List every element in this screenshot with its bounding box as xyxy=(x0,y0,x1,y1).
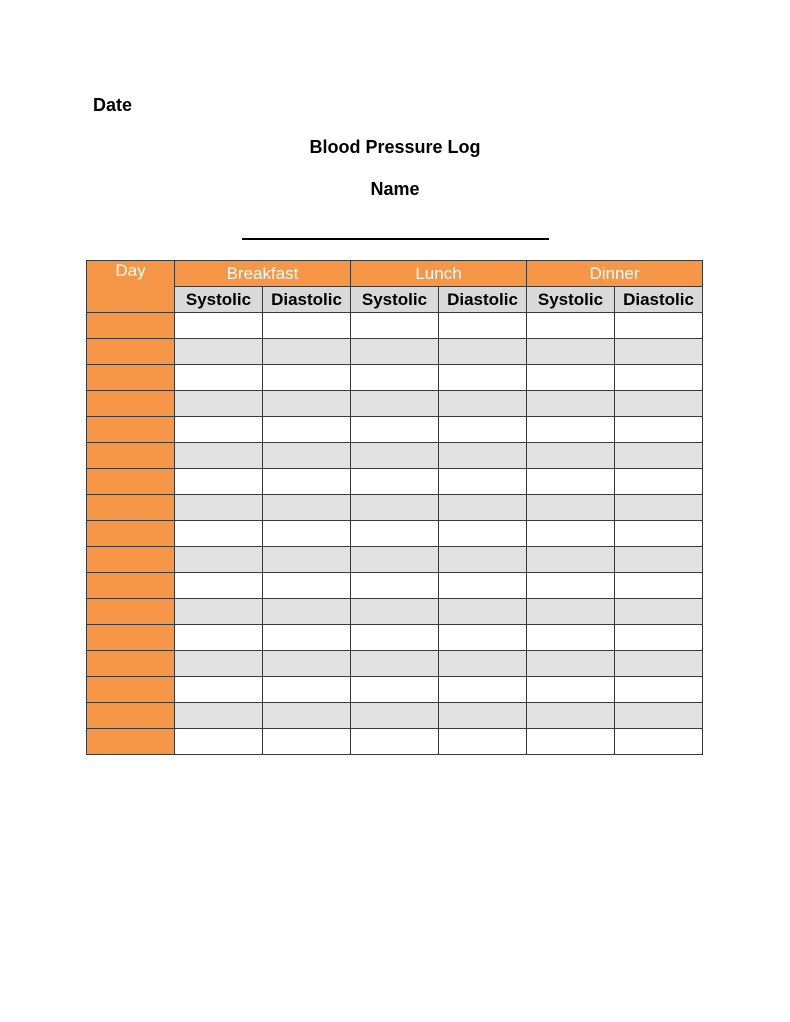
day-cell[interactable] xyxy=(87,365,175,391)
day-cell[interactable] xyxy=(87,391,175,417)
table-row xyxy=(87,677,703,703)
lunch-systolic-cell[interactable] xyxy=(351,495,439,521)
day-cell[interactable] xyxy=(87,625,175,651)
dinner-diastolic-cell[interactable] xyxy=(615,625,703,651)
lunch-systolic-cell[interactable] xyxy=(351,365,439,391)
table-row xyxy=(87,729,703,755)
dinner-diastolic-cell[interactable] xyxy=(615,729,703,755)
breakfast-diastolic-cell[interactable] xyxy=(263,521,351,547)
day-cell[interactable] xyxy=(87,573,175,599)
breakfast-systolic-cell[interactable] xyxy=(175,573,263,599)
table-row xyxy=(87,521,703,547)
dinner-diastolic-cell[interactable] xyxy=(615,417,703,443)
table-row xyxy=(87,573,703,599)
dinner-diastolic-cell[interactable] xyxy=(615,469,703,495)
dinner-diastolic-cell[interactable] xyxy=(615,573,703,599)
dinner-diastolic-cell[interactable] xyxy=(615,677,703,703)
table-row xyxy=(87,417,703,443)
day-cell[interactable] xyxy=(87,651,175,677)
meal-header-row xyxy=(87,261,703,287)
breakfast-systolic-cell[interactable] xyxy=(175,677,263,703)
breakfast-systolic-cell[interactable] xyxy=(175,703,263,729)
dinner-systolic-cell[interactable] xyxy=(527,443,615,469)
lunch-diastolic-cell[interactable] xyxy=(439,573,527,599)
breakfast-diastolic-cell[interactable] xyxy=(263,495,351,521)
day-cell[interactable] xyxy=(87,547,175,573)
blood-pressure-table xyxy=(86,260,703,755)
lunch-diastolic-cell[interactable] xyxy=(439,729,527,755)
table-row xyxy=(87,339,703,365)
reading-header-row xyxy=(87,287,703,313)
table-row xyxy=(87,547,703,573)
lunch-diastolic-cell[interactable] xyxy=(439,625,527,651)
lunch-systolic-cell[interactable] xyxy=(351,443,439,469)
breakfast-systolic-cell[interactable] xyxy=(175,599,263,625)
breakfast-header: Breakfast xyxy=(175,261,351,287)
table-row xyxy=(87,625,703,651)
date-label: Date xyxy=(93,95,133,115)
dinner-diastolic-header: Diastolic xyxy=(615,287,703,313)
lunch-systolic-header: Systolic xyxy=(351,287,439,313)
lunch-systolic-cell[interactable] xyxy=(351,573,439,599)
dinner-diastolic-cell[interactable] xyxy=(615,599,703,625)
dinner-diastolic-cell[interactable] xyxy=(615,521,703,547)
breakfast-diastolic-cell[interactable] xyxy=(263,599,351,625)
day-header: Day xyxy=(87,261,175,313)
day-cell[interactable] xyxy=(87,339,175,365)
breakfast-diastolic-cell[interactable] xyxy=(263,651,351,677)
lunch-systolic-cell[interactable] xyxy=(351,339,439,365)
lunch-systolic-cell[interactable] xyxy=(351,391,439,417)
dinner-systolic-cell[interactable] xyxy=(527,547,615,573)
breakfast-diastolic-cell[interactable] xyxy=(263,313,351,339)
lunch-diastolic-cell[interactable] xyxy=(439,469,527,495)
dinner-diastolic-cell[interactable] xyxy=(615,339,703,365)
dinner-systolic-cell[interactable] xyxy=(527,365,615,391)
day-cell[interactable] xyxy=(87,521,175,547)
dinner-systolic-cell[interactable] xyxy=(527,391,615,417)
table-row xyxy=(87,651,703,677)
breakfast-systolic-cell[interactable] xyxy=(175,339,263,365)
breakfast-diastolic-cell[interactable] xyxy=(263,625,351,651)
dinner-diastolic-cell[interactable] xyxy=(615,703,703,729)
lunch-diastolic-cell[interactable] xyxy=(439,651,527,677)
lunch-systolic-cell[interactable] xyxy=(351,469,439,495)
breakfast-systolic-cell[interactable] xyxy=(175,651,263,677)
lunch-diastolic-cell[interactable] xyxy=(439,521,527,547)
table-row xyxy=(87,313,703,339)
dinner-systolic-cell[interactable] xyxy=(527,599,615,625)
breakfast-diastolic-cell[interactable] xyxy=(263,703,351,729)
dinner-systolic-cell[interactable] xyxy=(527,495,615,521)
table-row xyxy=(87,469,703,495)
day-cell[interactable] xyxy=(87,677,175,703)
dinner-header: Dinner xyxy=(527,261,703,287)
lunch-diastolic-cell[interactable] xyxy=(439,443,527,469)
lunch-systolic-cell[interactable] xyxy=(351,651,439,677)
breakfast-diastolic-cell[interactable] xyxy=(263,547,351,573)
dinner-systolic-header: Systolic xyxy=(527,287,615,313)
table-row xyxy=(87,443,703,469)
breakfast-diastolic-cell[interactable] xyxy=(263,443,351,469)
breakfast-systolic-cell[interactable] xyxy=(175,443,263,469)
breakfast-systolic-cell[interactable] xyxy=(175,495,263,521)
dinner-systolic-cell[interactable] xyxy=(527,521,615,547)
dinner-systolic-cell[interactable] xyxy=(527,313,615,339)
dinner-systolic-cell[interactable] xyxy=(527,703,615,729)
lunch-systolic-cell[interactable] xyxy=(351,729,439,755)
day-cell[interactable] xyxy=(87,469,175,495)
dinner-systolic-cell[interactable] xyxy=(527,651,615,677)
day-cell[interactable] xyxy=(87,313,175,339)
day-cell[interactable] xyxy=(87,729,175,755)
breakfast-systolic-cell[interactable] xyxy=(175,625,263,651)
table-row xyxy=(87,495,703,521)
breakfast-diastolic-cell[interactable] xyxy=(263,417,351,443)
lunch-systolic-cell[interactable] xyxy=(351,677,439,703)
lunch-diastolic-cell[interactable] xyxy=(439,703,527,729)
lunch-systolic-cell[interactable] xyxy=(351,313,439,339)
lunch-diastolic-cell[interactable] xyxy=(439,417,527,443)
lunch-diastolic-cell[interactable] xyxy=(439,391,527,417)
name-label: Name xyxy=(370,179,420,199)
breakfast-systolic-cell[interactable] xyxy=(175,469,263,495)
dinner-diastolic-cell[interactable] xyxy=(615,391,703,417)
table-row xyxy=(87,599,703,625)
breakfast-diastolic-cell[interactable] xyxy=(263,469,351,495)
breakfast-systolic-cell[interactable] xyxy=(175,729,263,755)
name-signature-line xyxy=(242,238,549,240)
table-row xyxy=(87,365,703,391)
dinner-systolic-cell[interactable] xyxy=(527,625,615,651)
page-title: Blood Pressure Log xyxy=(309,137,481,157)
breakfast-systolic-header: Systolic xyxy=(175,287,263,313)
day-cell[interactable] xyxy=(87,495,175,521)
dinner-diastolic-cell[interactable] xyxy=(615,547,703,573)
lunch-systolic-cell[interactable] xyxy=(351,703,439,729)
breakfast-diastolic-cell[interactable] xyxy=(263,391,351,417)
lunch-diastolic-cell[interactable] xyxy=(439,547,527,573)
breakfast-diastolic-cell[interactable] xyxy=(263,339,351,365)
dinner-systolic-cell[interactable] xyxy=(527,417,615,443)
breakfast-systolic-cell[interactable] xyxy=(175,417,263,443)
day-cell[interactable] xyxy=(87,599,175,625)
dinner-diastolic-cell[interactable] xyxy=(615,365,703,391)
breakfast-diastolic-header: Diastolic xyxy=(263,287,351,313)
lunch-systolic-cell[interactable] xyxy=(351,547,439,573)
dinner-diastolic-cell[interactable] xyxy=(615,651,703,677)
dinner-diastolic-cell[interactable] xyxy=(615,443,703,469)
lunch-diastolic-cell[interactable] xyxy=(439,339,527,365)
lunch-diastolic-cell[interactable] xyxy=(439,313,527,339)
lunch-systolic-cell[interactable] xyxy=(351,625,439,651)
dinner-systolic-cell[interactable] xyxy=(527,469,615,495)
table-row xyxy=(87,703,703,729)
dinner-diastolic-cell[interactable] xyxy=(615,313,703,339)
lunch-diastolic-cell[interactable] xyxy=(439,599,527,625)
table-row xyxy=(87,391,703,417)
day-cell[interactable] xyxy=(87,703,175,729)
lunch-diastolic-cell[interactable] xyxy=(439,495,527,521)
lunch-systolic-cell[interactable] xyxy=(351,417,439,443)
lunch-header: Lunch xyxy=(351,261,527,287)
dinner-systolic-cell[interactable] xyxy=(527,573,615,599)
lunch-systolic-cell[interactable] xyxy=(351,599,439,625)
dinner-systolic-cell[interactable] xyxy=(527,339,615,365)
day-cell[interactable] xyxy=(87,443,175,469)
log-body xyxy=(87,313,703,755)
breakfast-diastolic-cell[interactable] xyxy=(263,677,351,703)
lunch-systolic-cell[interactable] xyxy=(351,521,439,547)
dinner-systolic-cell[interactable] xyxy=(527,729,615,755)
breakfast-diastolic-cell[interactable] xyxy=(263,729,351,755)
breakfast-diastolic-cell[interactable] xyxy=(263,573,351,599)
day-cell[interactable] xyxy=(87,417,175,443)
breakfast-systolic-cell[interactable] xyxy=(175,365,263,391)
dinner-systolic-cell[interactable] xyxy=(527,677,615,703)
breakfast-systolic-cell[interactable] xyxy=(175,313,263,339)
lunch-diastolic-cell[interactable] xyxy=(439,365,527,391)
lunch-diastolic-header: Diastolic xyxy=(439,287,527,313)
lunch-diastolic-cell[interactable] xyxy=(439,677,527,703)
breakfast-diastolic-cell[interactable] xyxy=(263,365,351,391)
breakfast-systolic-cell[interactable] xyxy=(175,521,263,547)
breakfast-systolic-cell[interactable] xyxy=(175,547,263,573)
dinner-diastolic-cell[interactable] xyxy=(615,495,703,521)
breakfast-systolic-cell[interactable] xyxy=(175,391,263,417)
